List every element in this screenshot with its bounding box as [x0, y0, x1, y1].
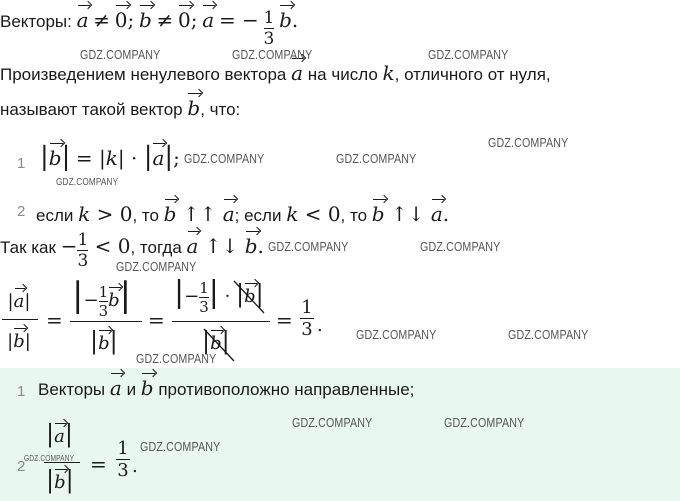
vectors-label: Векторы:: [0, 12, 72, 31]
definition-line-2: называют такой вектор b, что:: [0, 90, 240, 120]
watermark: GDZ.COMPANY: [140, 439, 221, 454]
watermark: GDZ.COMPANY: [136, 351, 217, 366]
definition-item-number: 2: [17, 203, 26, 220]
watermark: GDZ.COMPANY: [80, 47, 161, 62]
answer-item-number: 2: [17, 458, 26, 475]
watermark: GDZ.COMPANY: [356, 327, 437, 342]
definition-item-2: если k > 0, то b ↑↑ a; если k < 0, то b ↑↓ a.: [36, 196, 449, 226]
watermark: GDZ.COMPANY: [24, 454, 75, 463]
since-line: Так как − $\frac{1}{3}$ < 0, тогда a ↑↓ b.: [0, 228, 264, 269]
definition-item-1: |b| = |k| · |a|;: [40, 142, 180, 172]
ratio-equation: |a| |b| = |− $\frac{1}{3}$ b| |b| = |− $\frac{1}{3}$ | · |b| |b| = 1 3 .: [2, 275, 332, 370]
watermark: GDZ.COMPANY: [232, 47, 313, 62]
definition-line-1: Произведением ненулевого вектора a на число k, отличного от нуля,: [0, 55, 551, 85]
watermark: GDZ.COMPANY: [420, 239, 501, 254]
watermark: GDZ.COMPANY: [508, 327, 589, 342]
watermark: GDZ.COMPANY: [336, 151, 417, 166]
vectors-condition-line: Векторы: a ≠ 0; b ≠ 0; a = − $\frac{1}{3}$ b.: [0, 2, 298, 43]
answer-item-2: |a| |b| = 1 3 .: [46, 420, 138, 494]
watermark: GDZ.COMPANY: [488, 135, 569, 150]
watermark: GDZ.COMPANY: [292, 415, 373, 430]
watermark: GDZ.COMPANY: [56, 177, 119, 188]
watermark: GDZ.COMPANY: [184, 151, 265, 166]
answer-item-number: 1: [17, 383, 26, 400]
watermark: GDZ.COMPANY: [428, 47, 509, 62]
cancel-stroke: [228, 277, 268, 317]
watermark: GDZ.COMPANY: [444, 415, 525, 430]
watermark: GDZ.COMPANY: [268, 239, 349, 254]
definition-item-number: 1: [17, 155, 26, 172]
answer-item-1: Векторы a и b противоположно направленные;: [38, 370, 414, 400]
watermark: GDZ.COMPANY: [116, 259, 197, 274]
